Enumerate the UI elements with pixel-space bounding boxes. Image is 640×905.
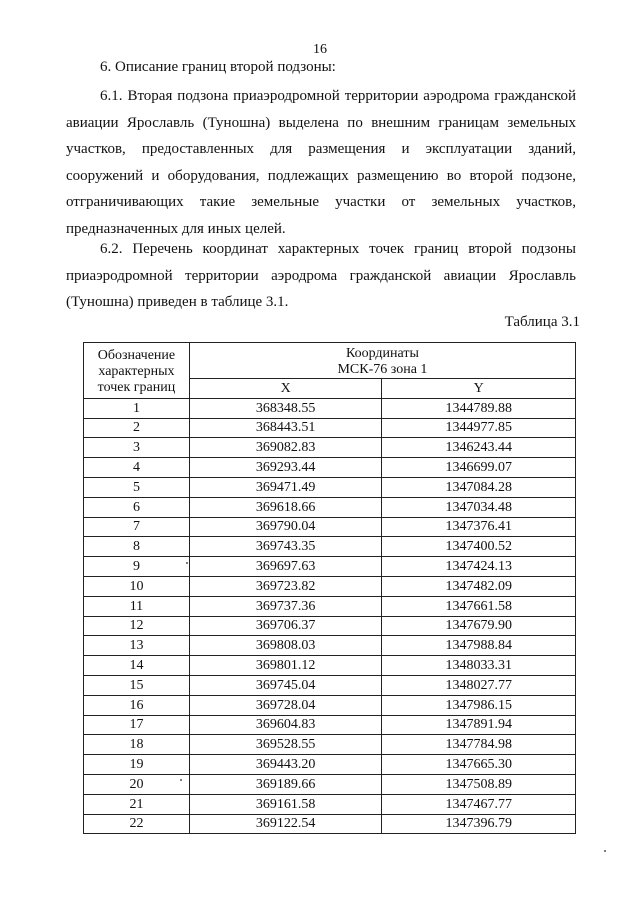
x-coordinate-cell: 369618.66 xyxy=(189,497,382,517)
table-caption: Таблица 3.1 xyxy=(504,314,580,330)
x-coordinate-cell: 369471.49 xyxy=(189,477,382,497)
coordinates-table-body xyxy=(84,398,576,834)
x-coordinate-cell: 369737.36 xyxy=(189,596,382,616)
y-coordinate-cell: 1348033.31 xyxy=(382,656,576,676)
table-row xyxy=(84,477,576,497)
scan-speck xyxy=(604,850,606,852)
x-coordinate-cell: 369801.12 xyxy=(189,656,382,676)
scan-speck xyxy=(180,779,182,781)
x-coordinate-cell: 369293.44 xyxy=(189,458,382,478)
table-row xyxy=(84,715,576,735)
point-number-cell: 3 xyxy=(84,438,190,458)
table-row xyxy=(84,537,576,557)
y-coordinate-cell: 1347891.94 xyxy=(382,715,576,735)
point-number-cell: 13 xyxy=(84,636,190,656)
table-row xyxy=(84,636,576,656)
y-column-header: Y xyxy=(382,379,576,399)
table-row xyxy=(84,458,576,478)
point-number-cell: 1 xyxy=(84,398,190,418)
coordinates-header xyxy=(189,343,575,379)
table-row xyxy=(84,735,576,755)
point-designation-header: Обозначение характерных точек границ xyxy=(84,343,190,399)
y-coordinate-cell: 1347508.89 xyxy=(382,774,576,794)
x-coordinate-cell: 369697.63 xyxy=(189,557,382,577)
table-row xyxy=(84,596,576,616)
y-coordinate-cell: 1347665.30 xyxy=(382,755,576,775)
coordinates-header-system: МСК-76 зона 1 xyxy=(337,362,428,377)
point-number-cell: 8 xyxy=(84,537,190,557)
x-coordinate-cell: 369790.04 xyxy=(189,517,382,537)
point-number-cell: 5 xyxy=(84,477,190,497)
y-coordinate-cell: 1347988.84 xyxy=(382,636,576,656)
x-coordinate-cell: 368443.51 xyxy=(189,418,382,438)
table-row xyxy=(84,695,576,715)
y-coordinate-cell: 1347084.28 xyxy=(382,477,576,497)
coordinates-header-title: Координаты xyxy=(345,346,419,361)
x-coordinate-cell: 369723.82 xyxy=(189,576,382,596)
table-row xyxy=(84,755,576,775)
y-coordinate-cell: 1347467.77 xyxy=(382,794,576,814)
coordinates-table xyxy=(83,342,576,834)
table-row xyxy=(84,774,576,794)
x-coordinate-cell: 368348.55 xyxy=(189,398,382,418)
x-coordinate-cell: 369122.54 xyxy=(189,814,382,834)
x-coordinate-cell: 369528.55 xyxy=(189,735,382,755)
table-row xyxy=(84,438,576,458)
point-number-cell: 14 xyxy=(84,656,190,676)
point-number-cell: 12 xyxy=(84,616,190,636)
point-number-cell: 9 xyxy=(84,557,190,577)
point-number-cell: 16 xyxy=(84,695,190,715)
table-row xyxy=(84,517,576,537)
y-coordinate-cell: 1347396.79 xyxy=(382,814,576,834)
point-number-cell: 7 xyxy=(84,517,190,537)
point-number-cell: 2 xyxy=(84,418,190,438)
table-row xyxy=(84,418,576,438)
point-number-cell: 10 xyxy=(84,576,190,596)
paragraph-6-1: 6.1. Вторая подзона приаэродромной территории аэродрома гражданской авиации Ярославль (Туношна) выделена по внешним границам земельных участков, предоставленных для размещения и эксплуатации зданий, сооружений и оборудования, подлежащих размещению во второй подзоне, отграничивающих такие земельные участки от земельных участков, предназначенных для иных целей. xyxy=(66,88,576,237)
point-number-cell: 6 xyxy=(84,497,190,517)
x-coordinate-cell: 369808.03 xyxy=(189,636,382,656)
paragraph-6-2: 6.2. Перечень координат характерных точек границ второй подзоны приаэродромной территории аэродрома гражданской авиации Ярославль (Туношна) приведен в таблице 3.1. xyxy=(66,241,576,310)
point-number-cell: 11 xyxy=(84,596,190,616)
table-row xyxy=(84,398,576,418)
table-row xyxy=(84,794,576,814)
x-coordinate-cell: 369728.04 xyxy=(189,695,382,715)
page-number: 16 xyxy=(313,42,327,57)
point-number-cell: 21 xyxy=(84,794,190,814)
y-coordinate-cell: 1347034.48 xyxy=(382,497,576,517)
y-coordinate-cell: 1347400.52 xyxy=(382,537,576,557)
point-number-cell: 18 xyxy=(84,735,190,755)
table-row xyxy=(84,557,576,577)
section-heading: 6. Описание границ второй подзоны: xyxy=(100,59,336,75)
point-number-cell: 22 xyxy=(84,814,190,834)
point-number-cell: 20 xyxy=(84,774,190,794)
y-coordinate-cell: 1347784.98 xyxy=(382,735,576,755)
y-coordinate-cell: 1344977.85 xyxy=(382,418,576,438)
y-coordinate-cell: 1347376.41 xyxy=(382,517,576,537)
y-coordinate-cell: 1344789.88 xyxy=(382,398,576,418)
x-coordinate-cell: 369706.37 xyxy=(189,616,382,636)
table-row xyxy=(84,616,576,636)
table-row xyxy=(84,814,576,834)
x-coordinate-cell: 369443.20 xyxy=(189,755,382,775)
x-coordinate-cell: 369604.83 xyxy=(189,715,382,735)
table-row xyxy=(84,497,576,517)
x-coordinate-cell: 369082.83 xyxy=(189,438,382,458)
point-number-cell: 19 xyxy=(84,755,190,775)
point-number-cell: 15 xyxy=(84,675,190,695)
x-coordinate-cell: 369161.58 xyxy=(189,794,382,814)
y-coordinate-cell: 1346699.07 xyxy=(382,458,576,478)
table-row xyxy=(84,656,576,676)
point-number-cell: 17 xyxy=(84,715,190,735)
y-coordinate-cell: 1347424.13 xyxy=(382,557,576,577)
y-coordinate-cell: 1347661.58 xyxy=(382,596,576,616)
point-number-cell: 4 xyxy=(84,458,190,478)
table-row xyxy=(84,675,576,695)
y-coordinate-cell: 1348027.77 xyxy=(382,675,576,695)
x-coordinate-cell: 369745.04 xyxy=(189,675,382,695)
y-coordinate-cell: 1347679.90 xyxy=(382,616,576,636)
x-column-header: X xyxy=(189,379,382,399)
table-row xyxy=(84,576,576,596)
scan-speck xyxy=(186,562,188,564)
x-coordinate-cell: 369743.35 xyxy=(189,537,382,557)
y-coordinate-cell: 1346243.44 xyxy=(382,438,576,458)
y-coordinate-cell: 1347986.15 xyxy=(382,695,576,715)
y-coordinate-cell: 1347482.09 xyxy=(382,576,576,596)
x-coordinate-cell: 369189.66 xyxy=(189,774,382,794)
